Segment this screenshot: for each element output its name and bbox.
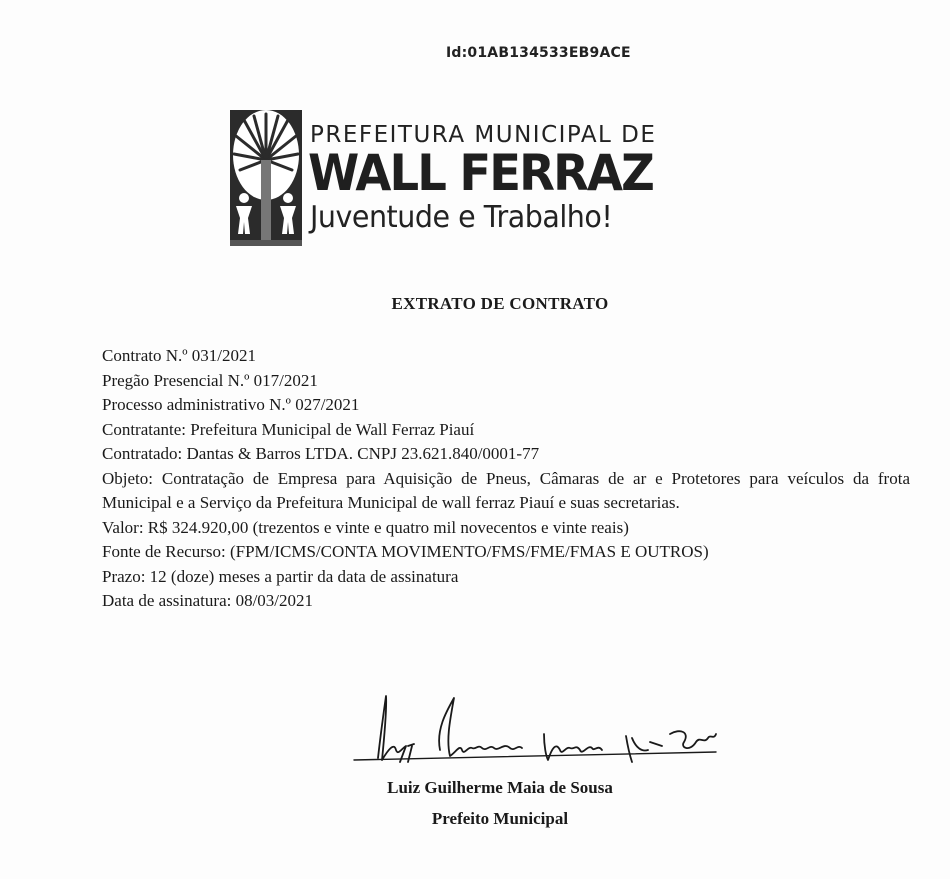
contract-value: Valor: R$ 324.920,00 (trezentos e vinte e quatro mil novecentos e vinte reais) (102, 517, 629, 537)
logo-line-city: WALL FERRAZ (308, 144, 654, 202)
contract-object: Objeto: Contratação de Empresa para Aquisição de Pneus, Câmaras de ar e Protetores para veículos da frota Municipal e a Serviço da Prefeitura Municipal de wall ferraz Piauí e suas secretarias. (102, 468, 910, 512)
logo-line-slogan: Juventude e Trabalho! (310, 200, 613, 235)
palm-tree-emblem-icon (226, 100, 306, 250)
contract-details (102, 344, 910, 614)
document-id: Id:01AB134533EB9ACE (446, 45, 631, 61)
contracting-party: Contratante: Prefeitura Municipal de Wall Ferraz Piauí (102, 419, 475, 439)
process-number: Processo administrativo N.º 027/2021 (102, 395, 360, 414)
handwritten-signature (350, 690, 720, 770)
signatory-role: Prefeito Municipal (431, 809, 569, 828)
funding-source: Fonte de Recurso: (FPM/ICMS/CONTA MOVIMENTO/FMS/FME/FMAS E OUTROS) (102, 542, 709, 561)
signature-date: Data de assinatura: 08/03/2021 (102, 591, 314, 610)
document-title: EXTRATO DE CONTRATO (391, 294, 609, 313)
logo-line-prefeitura: PREFEITURA MUNICIPAL DE (310, 122, 657, 148)
pregao-number: Pregão Presencial N.º 017/2021 (102, 370, 318, 390)
signatory-name: Luiz Guilherme Maia de Sousa (387, 778, 613, 797)
contract-number: Contrato N.º 031/2021 (102, 346, 257, 365)
contract-term: Prazo: 12 (doze) meses a partir da data de assinatura (102, 566, 459, 586)
municipal-logo (226, 100, 657, 250)
contracted-party: Contratado: Dantas & Barros LTDA. CNPJ 23.621.840/0001-77 (102, 444, 540, 463)
